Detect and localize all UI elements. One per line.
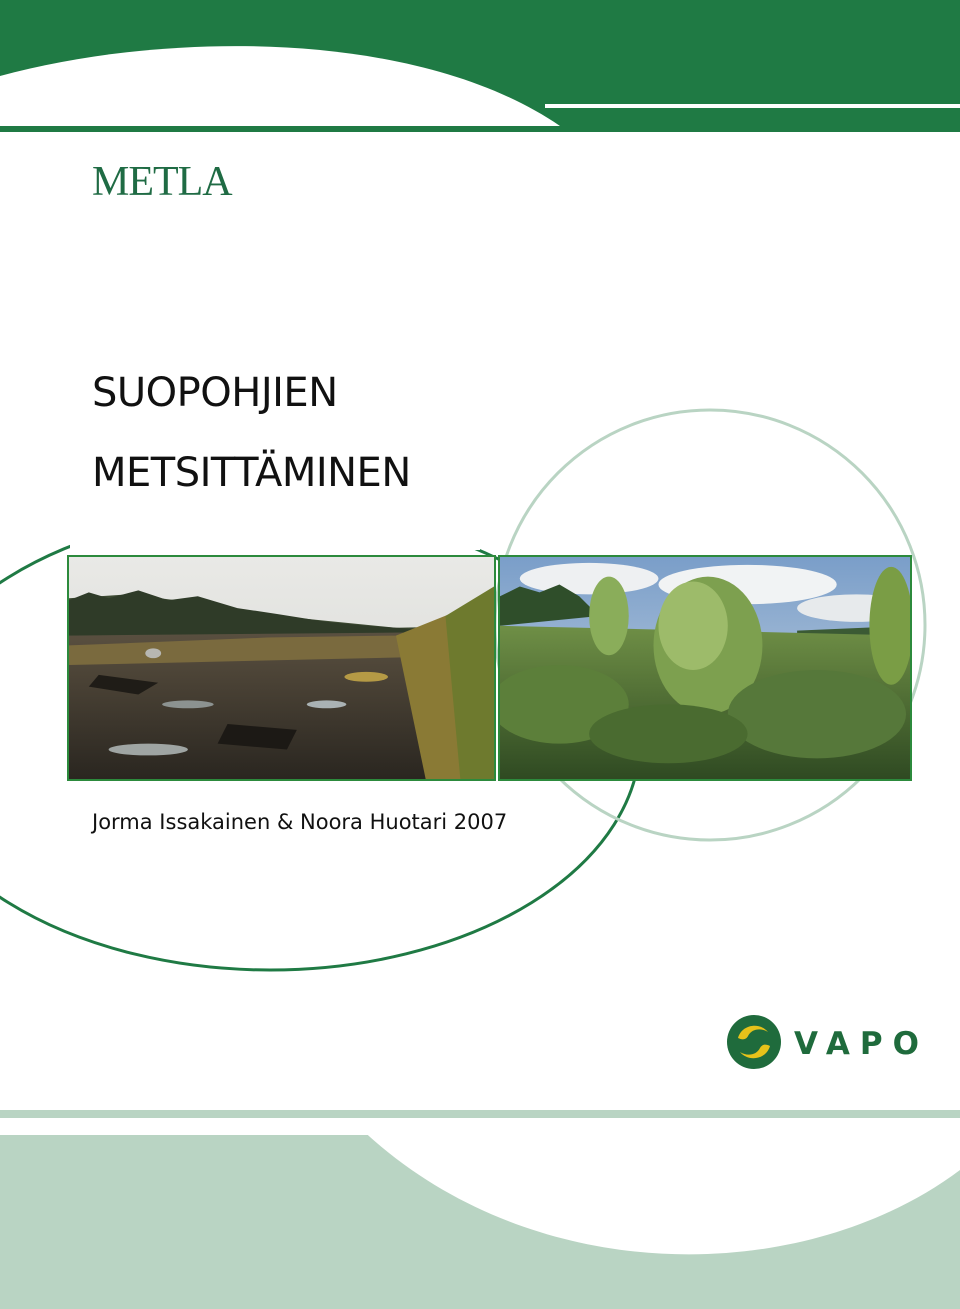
vapo-logo [724,1012,929,1076]
publisher-logo: METLA [92,159,232,205]
title-line-2: METSITTÄMINEN [92,450,411,496]
cutaway-peatland-photo [67,555,496,781]
authors-line: Jorma Issakainen & Noora Huotari 2007 [92,810,508,834]
birch-regrowth-photo [498,555,912,781]
vapo-swirl-icon [726,1014,782,1070]
vapo-wordmark: VAPO [794,1026,929,1062]
title-line-1: SUOPOHJIEN [92,370,338,416]
